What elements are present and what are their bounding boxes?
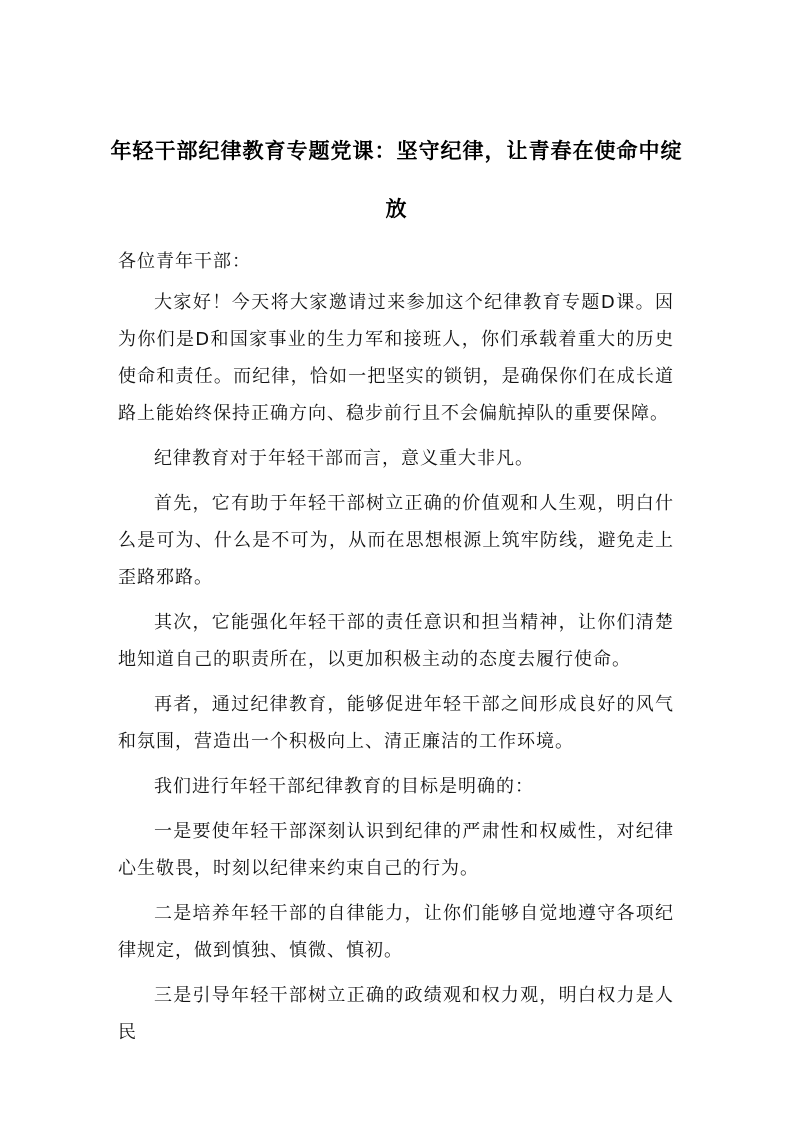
salutation: 各位青年干部： bbox=[118, 251, 251, 272]
paragraph-first-point: 首先，它有助于年轻干部树立正确的价值观和人生观，明白什么是可为、什么是不可为，从而在思想根源上筑牢防线，避免走上歪路邪路。 bbox=[118, 493, 674, 588]
document-title: 年轻干部纪律教育专题党课：坚守纪律，让青春在使命中绽放 bbox=[110, 138, 683, 221]
paragraph-significance: 纪律教育对于年轻干部而言，意义重大非凡。 bbox=[154, 448, 534, 469]
document-body bbox=[118, 243, 674, 1059]
paragraph-goal-three: 三是引导年轻干部树立正确的政绩观和权力观，明白权力是人民 bbox=[118, 985, 674, 1043]
paragraph-goal-two: 二是培养年轻干部的自律能力，让你们能够自觉地遵守各项纪律规定，做到慎独、慎微、慎初。 bbox=[118, 903, 674, 961]
paragraph-goals-intro: 我们进行年轻干部纪律教育的目标是明确的： bbox=[154, 776, 534, 797]
paragraph-third-point: 再者，通过纪律教育，能够促进年轻干部之间形成良好的风气和氛围，营造出一个积极向上、清正廉洁的工作环境。 bbox=[118, 694, 674, 752]
paragraph-goal-one: 一是要使年轻干部深刻认识到纪律的严肃性和权威性，对纪律心生敬畏，时刻以纪律来约束自己的行为。 bbox=[118, 821, 674, 879]
paragraph-second-point: 其次，它能强化年轻干部的责任意识和担当精神，让你们清楚地知道自己的职责所在，以更加积极主动的态度去履行使命。 bbox=[118, 612, 674, 670]
paragraph-greeting: 大家好！今天将大家邀请过来参加这个纪律教育专题D课。因为你们是D和国家事业的生力军和接班人，你们承载着重大的历史使命和责任。而纪律，恰如一把坚实的锁钥，是确保你们在成长道路上能始终保持正确方向、稳步前行且不会偏航掉队的重要保障。 bbox=[118, 292, 674, 424]
